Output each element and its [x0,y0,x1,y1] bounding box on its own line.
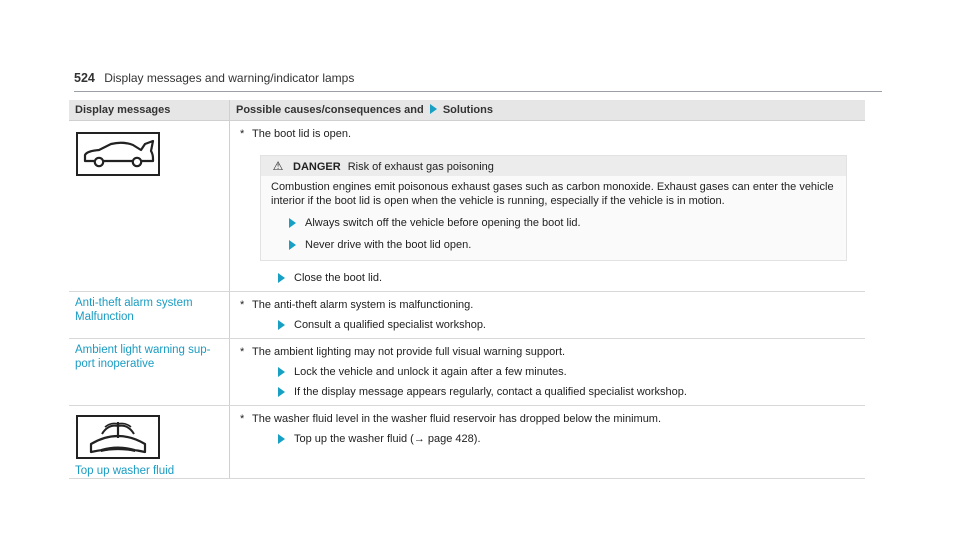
step-arrow-icon [278,367,285,377]
cause-cell [230,121,866,292]
cause-line: * The ambient lighting may not provide full visual warning support. [240,346,566,358]
display-messages-table [69,100,865,479]
message-cell [69,121,230,292]
step-arrow-icon [278,434,285,444]
step-arrow-icon [278,320,285,330]
table-row [69,339,865,406]
cause-cell [230,292,866,339]
warning-triangle-icon: ⚠ [272,159,284,173]
table-header-row [69,100,865,121]
cause-line: * The washer fluid level in the washer fluid reservoir has dropped below the minimum. [240,413,662,425]
column-header-causes [230,100,866,121]
danger-body [261,176,846,260]
message-cell [69,292,230,339]
danger-text: Combustion engines emit poisonous exhaust gases such as carbon monoxide. Exhaust gases can enter the vehicle interior if the boot lid is open when the vehicle is running, especially if the vehicle is in motion. [271,181,834,207]
message-text: Top up washer fluid [75,465,175,477]
message-cell [69,339,230,406]
column-header-solutions-text: Solutions [442,104,493,116]
step-arrow-icon [289,240,296,250]
message-text: Ambient light warning sup-port inoperative [75,344,211,370]
danger-title: Risk of exhaust gas poisoning [347,161,494,173]
cause-line: * The boot lid is open. [240,128,352,140]
solution-step: Top up the washer fluid (→ page 428). [240,432,855,446]
column-header-causes-text: Possible causes/consequences and [236,104,424,116]
table-row [69,121,865,292]
danger-step: Always switch off the vehicle before opening the boot lid. [271,216,836,230]
cause-cell [230,339,866,406]
solution-step: Consult a qualified specialist workshop. [240,318,855,332]
table-row [69,406,865,479]
danger-step: Never drive with the boot lid open. [271,238,836,252]
step-arrow-icon [289,218,296,228]
column-header-messages: Display messages [69,100,230,121]
cause-cell [230,406,866,479]
cause-text: The boot lid is open. [252,128,352,140]
table-row [69,292,865,339]
step-arrow-icon [278,273,285,283]
page-header [74,71,882,92]
page-title: Display messages and warning/indicator lamps [104,71,355,85]
cause-line: * The anti-theft alarm system is malfunctioning. [240,299,474,311]
message-text: Anti-theft alarm system Malfunction [75,297,193,323]
solution-step: If the display message appears regularly, contact a qualified specialist workshop. [240,385,855,399]
solution-step: Lock the vehicle and unlock it again after a few minutes. [240,365,855,379]
car-boot-open-icon [75,131,161,177]
step-arrow-icon [278,387,285,397]
message-cell [69,406,230,479]
solution-step: Close the boot lid. [240,271,855,285]
danger-box [260,155,847,261]
washer-fluid-icon [75,414,161,460]
danger-label: DANGER [293,161,341,173]
arrow-icon [430,104,437,114]
danger-header [261,156,846,176]
page-number: 524 [74,71,95,85]
